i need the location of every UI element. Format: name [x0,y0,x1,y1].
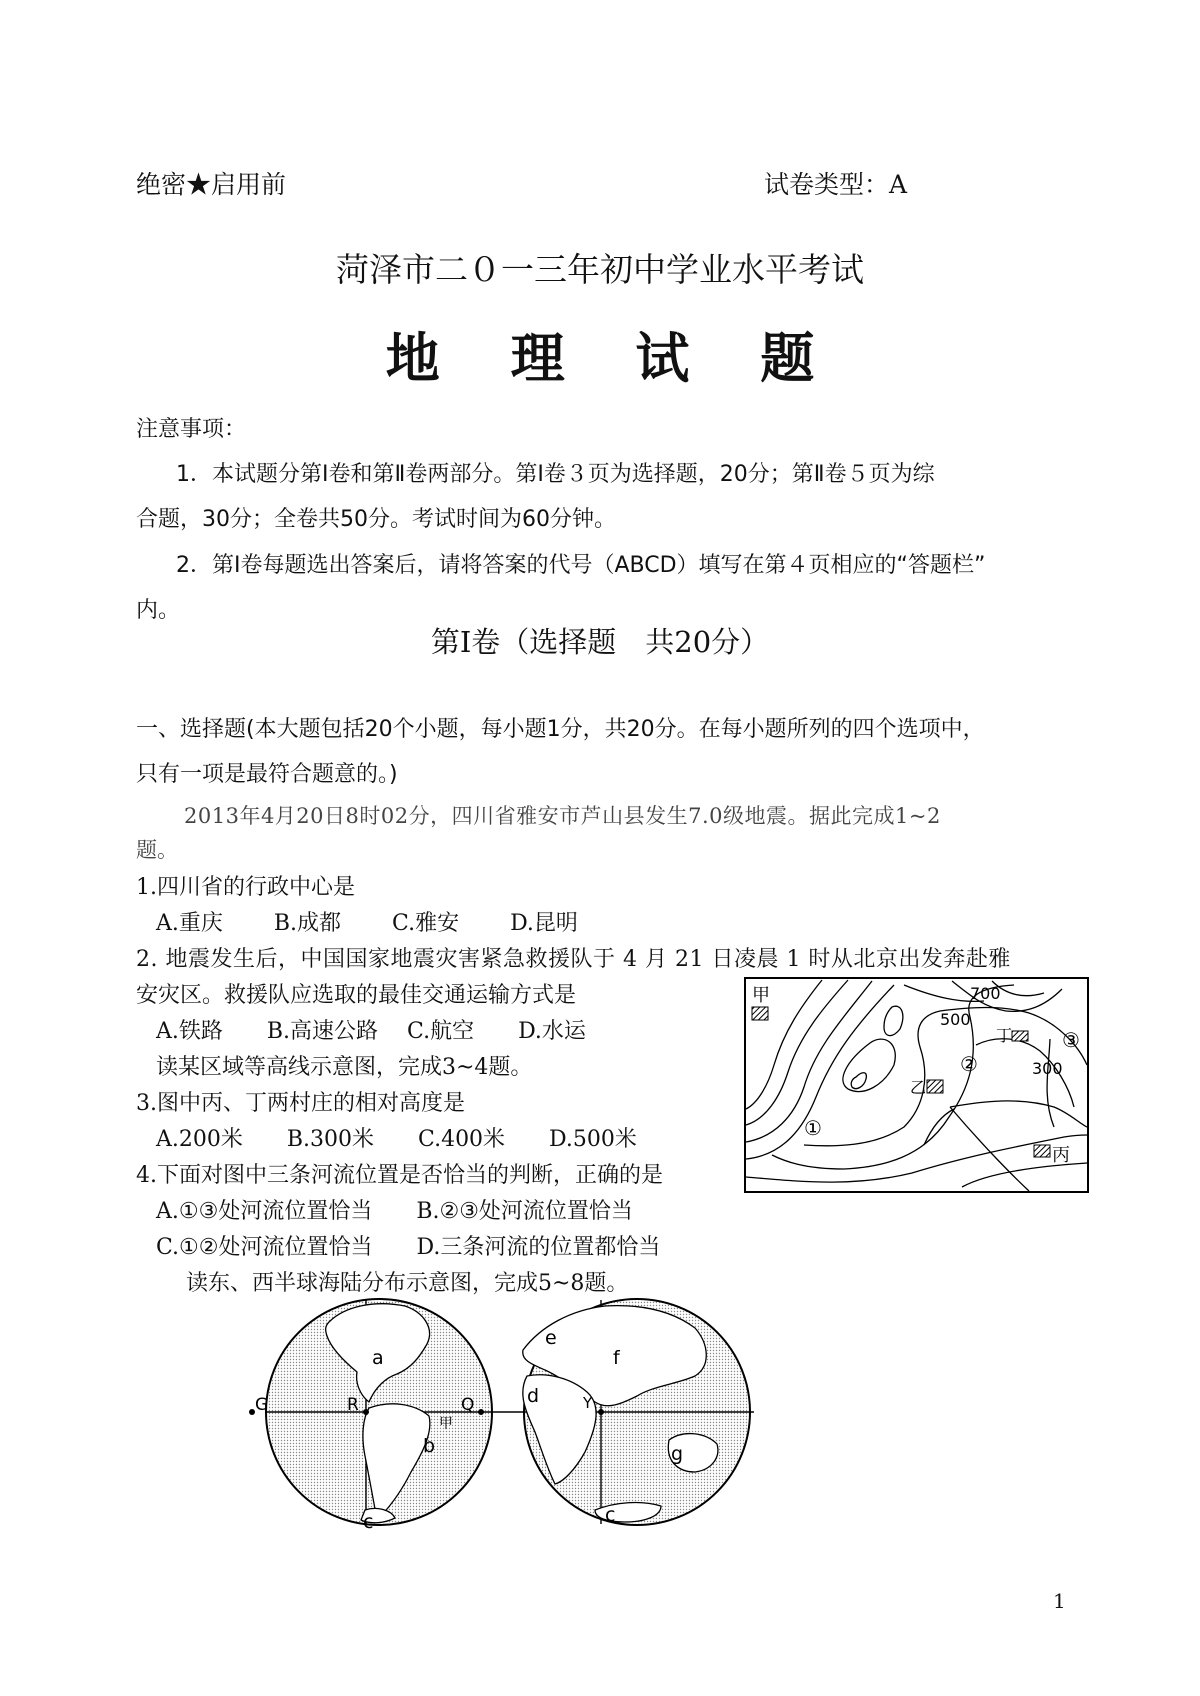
village-ding-label: 丁 [996,1026,1013,1045]
village-ding-icon [1012,1031,1028,1041]
note-2-line-1: 2．第Ⅰ卷每题选出答案后，请将答案的代号（ABCD）填写在第４页相应的“答题栏” [176,553,986,578]
question-4: 4.下面对图中三条河流位置是否恰当的判断，正确的是 [136,1163,663,1188]
contour-label-700: 700 [970,984,1001,1003]
point-Q [478,1409,484,1415]
header-paper-type: 试卷类型：A [764,170,908,199]
question-3: 3.图中丙、丁两村庄的相对高度是 [136,1091,465,1116]
label-c-west: c [363,1511,374,1533]
question-intro-3: 读东、西半球海陆分布示意图，完成5~8题。 [186,1271,629,1296]
label-e: e [545,1327,557,1349]
contour-label-500: 500 [940,1010,971,1029]
village-bing-icon [1034,1145,1050,1157]
point-Y [598,1409,604,1415]
contour-label-300: 300 [1032,1059,1063,1078]
label-jia: 甲 [439,1416,453,1432]
page-number: 1 [1053,1589,1066,1613]
label-d: d [527,1385,540,1407]
label-g: g [671,1443,684,1465]
label-b: b [423,1435,436,1457]
label-f: f [613,1347,620,1369]
exam-subtitle: 菏泽市二０一三年初中学业水平考试 [336,250,864,289]
section-title: 第Ⅰ卷（选择题 共20分） [430,625,770,659]
question-1-options: A.重庆 B.成都 C.雅安 D.昆明 [156,911,578,936]
point-G [249,1409,255,1415]
point-R [363,1409,369,1415]
label-c-east: c [605,1504,616,1526]
label-Y: Y [583,1394,593,1412]
question-2-options: A.铁路 B.高速公路 C.航空 D.水运 [156,1019,586,1044]
note-1-line-2: 合题，30分；全卷共50分。考试时间为60分钟。 [136,507,616,532]
village-yi-label: 乙 [910,1078,927,1097]
note-1-line-1: 1．本试题分第Ⅰ卷和第Ⅱ卷两部分。第Ⅰ卷３页为选择题，20分；第Ⅱ卷５页为综 [176,462,935,487]
note-2-line-2: 内。 [136,598,181,623]
exam-title: 地 理 试 题 [385,327,841,390]
question-intro-1-line-2: 题。 [136,838,178,862]
label-R: R [347,1395,359,1415]
question-2-line-1: 2. 地震发生后，中国国家地震灾害紧急救援队于 4 月 21 日凌晨 1 时从北京出发奔赴雅 [136,947,1011,972]
question-2-line-2: 安灾区。救援队应选取的最佳交通运输方式是 [136,983,577,1008]
village-yi-icon [927,1080,943,1093]
header-confidential: 绝密★启用前 [136,170,287,199]
river-label-1: ① [804,1116,822,1140]
question-4-options-1: A.①③处河流位置恰当 B.②③处河流位置恰当 [156,1199,633,1224]
village-jia-icon [752,1007,768,1020]
label-a: a [372,1347,384,1369]
river-label-2: ② [960,1052,978,1076]
contour-map [744,977,1089,1193]
hemisphere-map [255,1292,754,1533]
label-G: G [255,1395,269,1415]
question-4-options-2: C.①②处河流位置恰当 D.三条河流的位置都恰当 [156,1235,661,1260]
part-one-instruction-line-2: 只有一项是最符合题意的。) [136,762,398,787]
question-1: 1.四川省的行政中心是 [136,875,355,900]
village-jia-label: 甲 [752,985,770,1006]
part-one-instruction-line-1: 一、选择题(本大题包括20个小题，每小题1分，共20分。在每小题所列的四个选项中， [136,717,985,742]
question-intro-2: 读某区域等高线示意图，完成3~4题。 [156,1055,533,1080]
notes-heading: 注意事项： [136,417,247,442]
question-3-options: A.200米 B.300米 C.400米 D.500米 [156,1127,637,1152]
label-Q: Q [461,1395,475,1415]
question-intro-1-line-1: 2013年4月20日8时02分，四川省雅安市芦山县发生7.0级地震。据此完成1~2 [184,804,941,828]
village-bing-label: 丙 [1052,1145,1070,1166]
river-label-3: ③ [1062,1028,1080,1052]
